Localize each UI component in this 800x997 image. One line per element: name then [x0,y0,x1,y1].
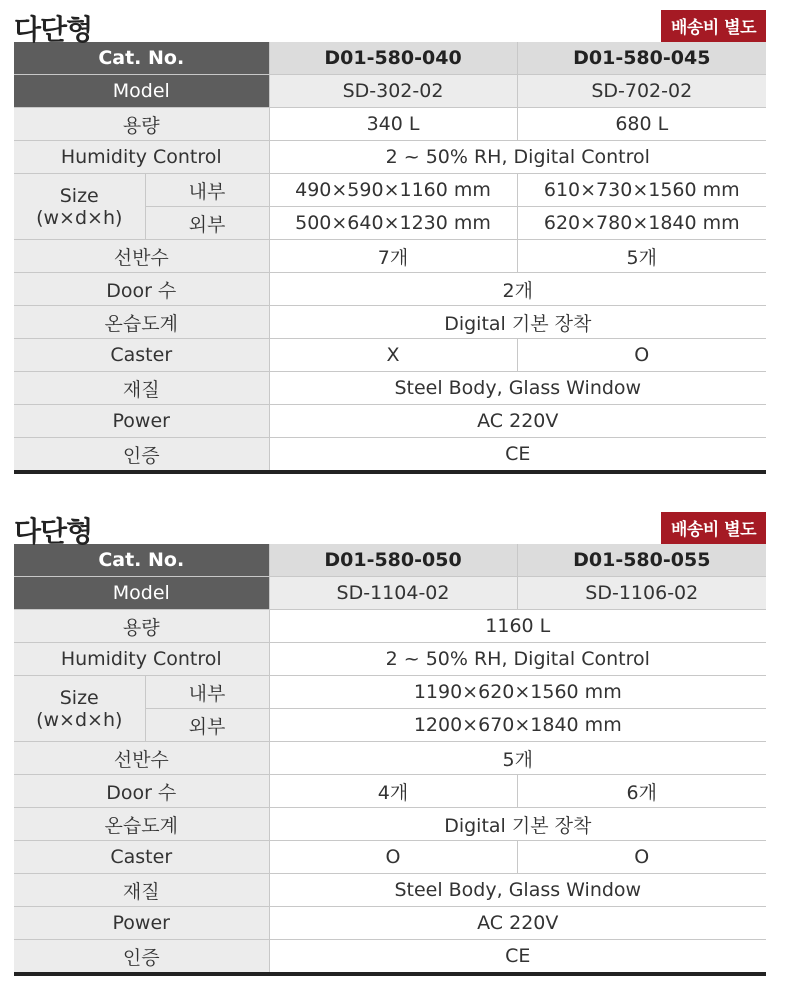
size-inner-value: 1190×620×1560 mm [269,676,766,709]
label-humidity: Humidity Control [14,141,269,174]
label-shelves: 선반수 [14,240,269,273]
label-doors: Door 수 [14,273,269,306]
material-value: Steel Body, Glass Window [269,372,766,405]
label-capacity: 용량 [14,610,269,643]
cat-no-value: D01-580-040 [269,42,517,75]
label-caster: Caster [14,339,269,372]
model-value: SD-302-02 [269,75,517,108]
label-thermo: 온습도계 [14,306,269,339]
label-cert: 인증 [14,438,269,473]
cert-value: CE [269,940,766,975]
row-caster [14,841,766,874]
row-humidity [14,643,766,676]
row-size-inner [14,174,766,207]
doors-value: 2개 [269,273,766,306]
label-power: Power [14,907,269,940]
row-doors [14,273,766,306]
size-outer-value: 620×780×1840 mm [517,207,766,240]
spec-section-2 [14,506,766,976]
row-shelves [14,742,766,775]
row-material [14,874,766,907]
label-cat-no: Cat. No. [14,544,269,577]
label-thermo: 온습도계 [14,808,269,841]
caster-value: O [269,841,517,874]
humidity-value: 2 ~ 50% RH, Digital Control [269,141,766,174]
material-value: Steel Body, Glass Window [269,874,766,907]
cert-value: CE [269,438,766,473]
size-label-line2: (w×d×h) [36,206,123,229]
model-value: SD-1106-02 [517,577,766,610]
row-model [14,577,766,610]
shipping-badge: 배송비 별도 [661,512,766,544]
label-size [14,174,145,240]
shelves-value: 5개 [517,240,766,273]
row-size-inner [14,676,766,709]
row-humidity [14,141,766,174]
label-capacity: 용량 [14,108,269,141]
model-value: SD-702-02 [517,75,766,108]
caster-value: O [517,841,766,874]
row-capacity [14,108,766,141]
section-title: 다단형 [14,515,93,548]
row-shelves [14,240,766,273]
label-inner: 내부 [145,676,269,709]
label-material: 재질 [14,874,269,907]
row-thermo [14,808,766,841]
label-power: Power [14,405,269,438]
label-model: Model [14,577,269,610]
power-value: AC 220V [269,907,766,940]
capacity-value: 1160 L [269,610,766,643]
doors-value: 4개 [269,775,517,808]
label-cat-no: Cat. No. [14,42,269,75]
section-header [14,506,766,548]
label-model: Model [14,75,269,108]
size-outer-value: 500×640×1230 mm [269,207,517,240]
size-inner-value: 610×730×1560 mm [517,174,766,207]
cat-no-value: D01-580-050 [269,544,517,577]
row-power [14,907,766,940]
caster-value: X [269,339,517,372]
label-outer: 외부 [145,207,269,240]
section-title: 다단형 [14,13,93,46]
capacity-value: 340 L [269,108,517,141]
size-outer-value: 1200×670×1840 mm [269,709,766,742]
row-capacity [14,610,766,643]
spec-table-1 [14,42,766,474]
shelves-value: 7개 [269,240,517,273]
shipping-badge: 배송비 별도 [661,10,766,42]
doors-value: 6개 [517,775,766,808]
size-label-line1: Size [59,184,99,207]
power-value: AC 220V [269,405,766,438]
thermo-value: Digital 기본 장착 [269,808,766,841]
label-cert: 인증 [14,940,269,975]
row-power [14,405,766,438]
spec-table-2 [14,544,766,976]
row-model [14,75,766,108]
model-value: SD-1104-02 [269,577,517,610]
capacity-value: 680 L [517,108,766,141]
label-shelves: 선반수 [14,742,269,775]
label-inner: 내부 [145,174,269,207]
row-doors [14,775,766,808]
thermo-value: Digital 기본 장착 [269,306,766,339]
label-caster: Caster [14,841,269,874]
size-label-line2: (w×d×h) [36,708,123,731]
label-doors: Door 수 [14,775,269,808]
row-cert [14,940,766,975]
size-inner-value: 490×590×1160 mm [269,174,517,207]
row-caster [14,339,766,372]
humidity-value: 2 ~ 50% RH, Digital Control [269,643,766,676]
section-header [14,4,766,46]
spec-section-1 [14,4,766,474]
row-thermo [14,306,766,339]
label-humidity: Humidity Control [14,643,269,676]
label-material: 재질 [14,372,269,405]
cat-no-value: D01-580-055 [517,544,766,577]
row-cat-no [14,544,766,577]
row-cert [14,438,766,473]
label-outer: 외부 [145,709,269,742]
label-size [14,676,145,742]
row-cat-no [14,42,766,75]
cat-no-value: D01-580-045 [517,42,766,75]
shelves-value: 5개 [269,742,766,775]
caster-value: O [517,339,766,372]
size-label-line1: Size [59,686,99,709]
row-material [14,372,766,405]
